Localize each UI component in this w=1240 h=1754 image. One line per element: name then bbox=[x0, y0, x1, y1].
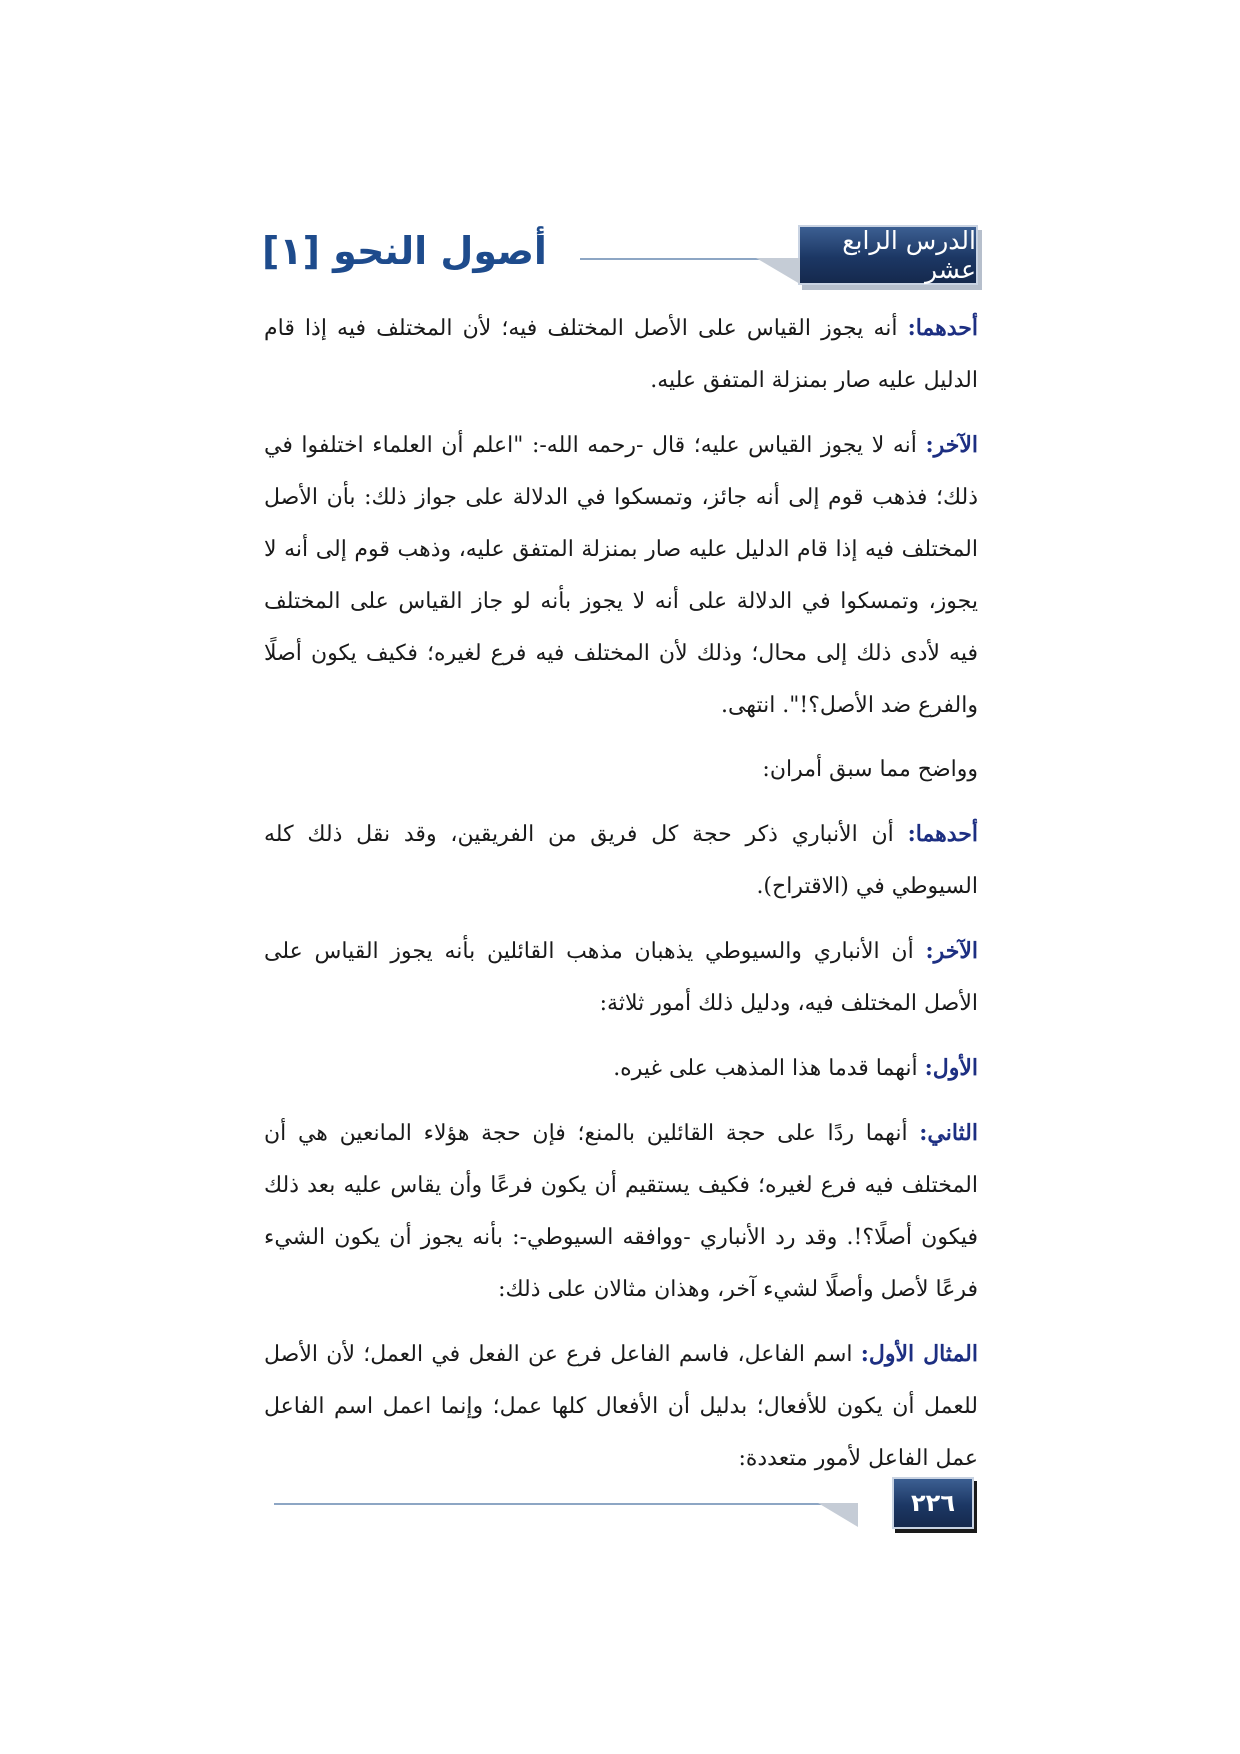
paragraph-text: أن الأنباري والسيوطي يذهبان مذهب القائلين بأنه يجوز القياس على الأصل المختلف فيه، ودليل ذلك أمور ثلاثة: bbox=[264, 939, 978, 1016]
paragraph bbox=[264, 925, 978, 1030]
paragraph-label: أحدهما: bbox=[907, 821, 978, 847]
paragraph bbox=[264, 419, 978, 732]
footer-rule bbox=[274, 1503, 854, 1505]
paragraph-label: الآخر: bbox=[925, 432, 979, 458]
paragraph-text: اسم الفاعل، فاسم الفاعل فرع عن الفعل في العمل؛ لأن الأصل للعمل أن يكون للأفعال؛ بدليل أن الأفعال كلها عمل؛ وإنما اعمل اسم الفاعل عمل الفاعل لأمور متعددة: bbox=[264, 1342, 978, 1471]
body-text bbox=[264, 302, 978, 1497]
paragraph-text: أنهما قدما هذا المذهب على غيره. bbox=[613, 1056, 918, 1081]
paragraph bbox=[264, 744, 978, 796]
paragraph bbox=[264, 1107, 978, 1316]
page-header bbox=[262, 225, 978, 289]
paragraph-text: أنه لا يجوز القياس عليه؛ قال -رحمه الله-: "اعلم أن العلماء اختلفوا في ذلك؛ فذهب قوم إلى أنه جائز، وتمسكوا في الدلالة على جواز ذلك: بأن الأصل المختلف فيه إذا قام الدليل عليه صار بمنزلة المتفق عليه، وذهب قوم إلى أنه لا يجوز، وتمسكوا في الدلالة على أنه لا يجوز بأنه لو جاز القياس على المختلف فيه لأدى ذلك إلى محال؛ وذلك لأن المختلف فيه فرع لغيره؛ فكيف يكون أصلًا والفرع ضد الأصل؟!". انتهى. bbox=[264, 433, 978, 718]
paragraph-text: وواضح مما سبق أمران: bbox=[762, 757, 978, 782]
paragraph-text: أن الأنباري ذكر حجة كل فريق من الفريقين، وقد نقل ذلك كله السيوطي في (الاقتراح). bbox=[264, 822, 978, 899]
paragraph bbox=[264, 808, 978, 913]
paragraph-label: الآخر: bbox=[925, 938, 978, 964]
paragraph-label: أحدهما: bbox=[907, 315, 978, 341]
paragraph bbox=[264, 302, 978, 407]
page-number-badge: ٢٢٦ bbox=[892, 1477, 974, 1529]
page-footer bbox=[274, 1477, 974, 1537]
paragraph bbox=[264, 1042, 978, 1095]
paragraph-text: أنهما ردًا على حجة القائلين بالمنع؛ فإن حجة هؤلاء المانعين هي أن المختلف فيه فرع لغيره؛ فكيف يستقيم أن يكون فرعًا وأن يقاس عليه بعد ذلك فيكون أصلًا؟!. وقد رد الأنباري -ووافقه السيوطي-: بأنه يجوز أن يكون الشيء فرعًا لأصل وأصلًا لشيء آخر، وهذان مثالان على ذلك: bbox=[264, 1121, 978, 1302]
paragraph-label: الثاني: bbox=[919, 1120, 978, 1146]
footer-rule-wedge bbox=[818, 1503, 858, 1527]
lesson-badge: الدرس الرابع عشر bbox=[798, 225, 978, 285]
paragraph bbox=[264, 1328, 978, 1485]
paragraph-label: الأول: bbox=[924, 1055, 978, 1081]
paragraph-label: المثال الأول: bbox=[860, 1341, 978, 1367]
paragraph-text: أنه يجوز القياس على الأصل المختلف فيه؛ لأن المختلف فيه إذا قام الدليل عليه صار بمنزلة المتفق عليه. bbox=[264, 316, 978, 393]
chapter-title: أصول النحو [١] bbox=[262, 229, 547, 273]
header-rule-wedge bbox=[756, 258, 800, 284]
